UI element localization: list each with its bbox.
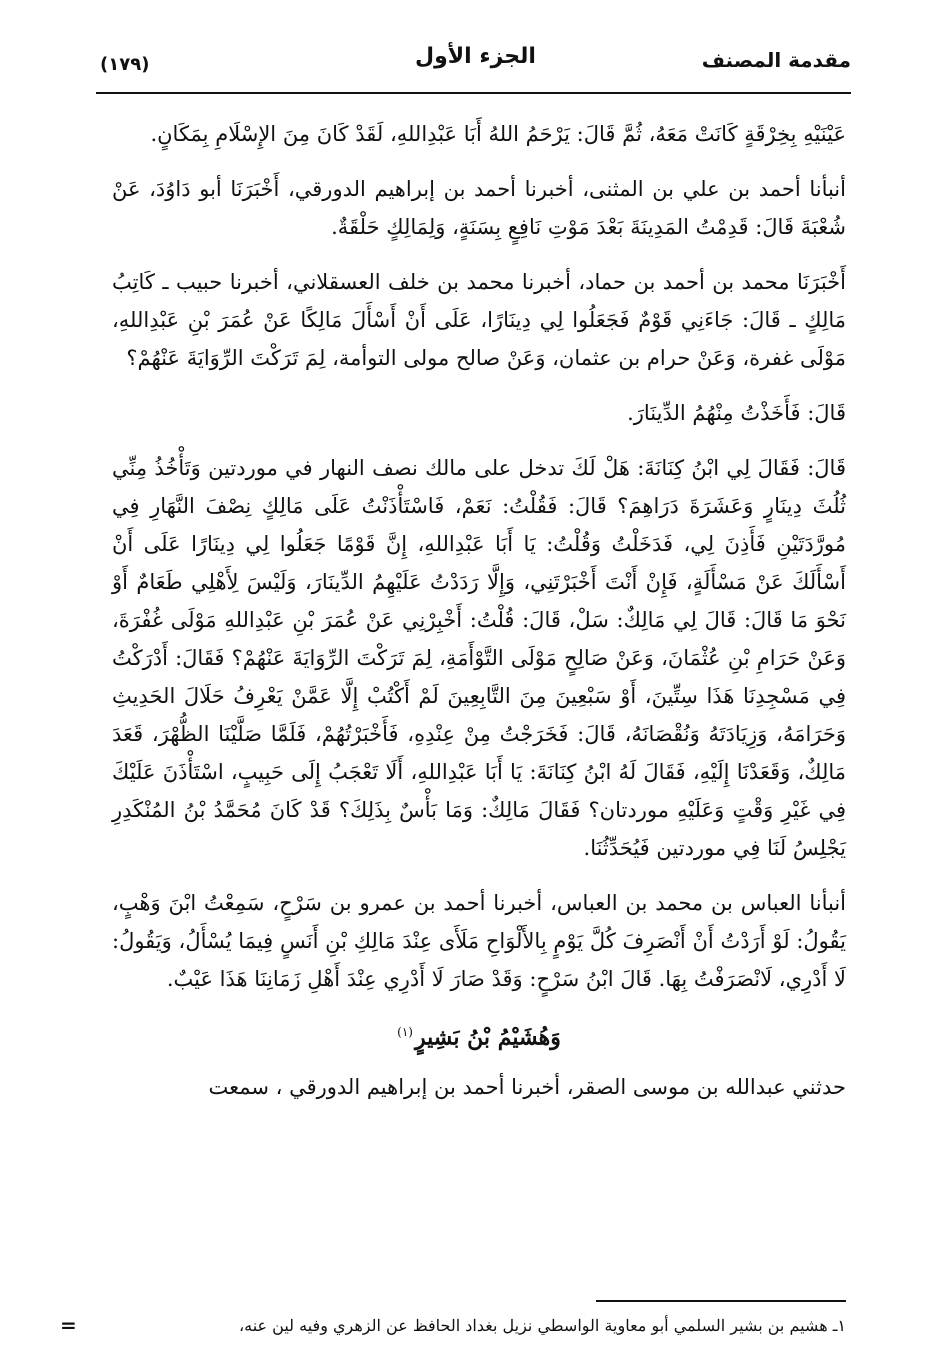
paragraph-5: قَالَ: فَقَالَ لِي ابْنُ كِنَانَةَ: هَلْ لَكَ تدخل على مالك نصف النهار في موردتين وَتَأْخُذُ مِنِّي ثُلُثَ دِينَارٍ وَعَشَرَةَ دَرَاهِمَ؟ قَالَ: فَقُلْتُ: نَعَمْ، فَاسْتَأْذَنْتُ عَلَى مَالِكٍ نِصْفَ النَّهَارِ فِي مُورَّدَتَيْنِ فَأَذِنَ لِي، فَدَخَلْتُ وَقُلْتُ: يَا أَبَا عَبْدِاللهِ، إِنَّ قَوْمًا جَعَلُوا لِي دِينَارًا عَلَى أَنْ أَسْأَلَكَ عَنْ مَسْأَلَةٍ، فَإِنْ أَنْتَ أَخْبَرْتَنِي، وَإِلَّا رَدَدْتُ عَلَيْهِمُ الدِّينَارَ، وَلَيْسَ لِأَهْلِي طَعَامٌ أَوْ نَحْوَ مَا قَالَ: قَالَ لِي مَالِكٌ: سَلْ، قَالَ: قُلْتُ: أَخْبِرْنِي عَنْ عُمَرَ بْنِ عَبْدِاللهِ مَوْلَى غُفْرَةَ، وَعَنْ حَرَامِ بْنِ عُثْمَانَ، وَعَنْ صَالِحٍ مَوْلَى التَّوْأَمَةِ، لِمَ تَرَكْتَ الرِّوَايَةَ عَنْهُمْ؟ فَقَالَ: أَدْرَكْتُ فِي مَسْجِدِنَا هَذَا سِتِّينَ، أَوْ سَبْعِينَ مِنَ التَّابِعِينَ لَمْ أَكْتُبْ إِلَّا عَمَّنْ يَعْرِفُ حَلَالَ الحَدِيثِ وَحَرَامَهُ، وَزِيَادَتَهُ وَنُقْصَانَهُ، قَالَ: فَخَرَجْتُ مِنْ عِنْدِهِ، فَأَخْبَرْتُهُمْ، فَلَمَّا صَلَّيْنَا الظُّهْرَ، قَعَدَ مَالِكٌ، وَقَعَدْنَا إِلَيْهِ، فَقَالَ لَهُ ابْنُ كِنَانَةَ: يَا أَبَا عَبْدِاللهِ، أَلَا تَعْجَبُ إِلَى حَبِيبٍ، اسْتَأْذَنَ عَلَيْكَ فِي غَيْرِ وَقْتٍ وَعَلَيْهِ موردتان؟ فَقَالَ مَالِكٌ: وَمَا بَأْسٌ بِذَلِكَ؟ قَدْ كَانَ مُحَمَّدُ بْنُ المُنْكَدِرِ يَجْلِسُ لَنَا فِي موردتين فَيُحَدِّثُنَا. [112, 456, 846, 860]
footnote-divider [596, 1300, 846, 1302]
footnote: ١ـ هشيم بن بشير السلمي أبو معاوية الواسطي نزيل بغداد الحافظ عن الزهري وفيه لين عنه، [238, 1316, 846, 1335]
paragraph-7: حدثني عبدالله بن موسى الصقر، أخبرنا أحمد بن إبراهيم الدورقي ، سمعت [208, 1075, 846, 1100]
section-heading [112, 1015, 846, 1054]
header-divider [96, 92, 851, 94]
footnote-continuation-mark: = [60, 1313, 77, 1337]
running-title: مقدمة المصنف [701, 48, 851, 72]
page-header [100, 40, 851, 90]
page-body [112, 115, 846, 1106]
footnote-reference: (١) [397, 1025, 413, 1039]
paragraph-4: قَالَ: فَأَخَذْتُ مِنْهُمُ الدِّينَارَ. [627, 401, 846, 425]
section-heading-text: وَهُشَيْمُ بْنُ بَشِيرٍ [414, 1024, 561, 1051]
paragraph-3: أَخْبَرَنَا محمد بن أحمد بن حماد، أخبرنا محمد بن خلف العسقلاني، أخبرنا حبيب ـ كَاتِبُ مَالِكٍ ـ قَالَ: جَاءَنِي قَوْمٌ فَجَعَلُوا لِي دِينَارًا، عَلَى أَنْ أَسْأَلَ مَالِكًا عَنْ عُمَرَ بْنِ عَبْدِاللهِ، مَوْلَى غفرة، وَعَنْ حرام بن عثمان، وَعَنْ صالح مولى التوأمة، لِمَ تَرَكْتَ الرِّوَايَةَ عَنْهُمْ؟ [112, 270, 846, 370]
paragraph-6: أنبأنا العباس بن محمد بن العباس، أخبرنا أحمد بن عمرو بن سَرْحٍ، سَمِعْتُ ابْنَ وَهْبٍ، يَقُولُ: لَوْ أَرَدْتُ أَنْ أَنْصَرِفَ كُلَّ يَوْمٍ بِالأَلْوَاحِ مَلَأَى عِنْدَ مَالِكِ بْنِ أَنَسٍ فِيمَا يُسْأَلُ، وَيَقُولُ: لَا أَدْرِي، لَانْصَرَفْتُ بِهَا. قَالَ ابْنُ سَرْحٍ: وَقَدْ صَارَ لَا أَدْرِي عِنْدَ أَهْلِ زَمَانِنَا هَذَا عَيْبٌ. [112, 891, 846, 991]
paragraph-2: أنبأنا أحمد بن علي بن المثنى، أخبرنا أحمد بن إبراهيم الدورقي، أَخْبَرَنَا أبو دَاوُدَ، عَنْ شُعْبَةَ قَالَ: قَدِمْتُ المَدِينَةَ بَعْدَ مَوْتِ نَافِعٍ بِسَنَةٍ، وَلِمَالِكٍ حَلْقَةٌ. [112, 177, 846, 239]
volume-label: الجزء الأول [415, 44, 536, 69]
page-number: (١٧٩) [100, 54, 150, 75]
paragraph-1: عَيْنَيْهِ بِخِرْقَةٍ كَانَتْ مَعَهُ، ثُمَّ قَالَ: يَرْحَمُ اللهُ أَبَا عَبْدِاللهِ، لَقَدْ كَانَ مِنَ الإِسْلَامِ بِمَكَانٍ. [150, 122, 846, 146]
